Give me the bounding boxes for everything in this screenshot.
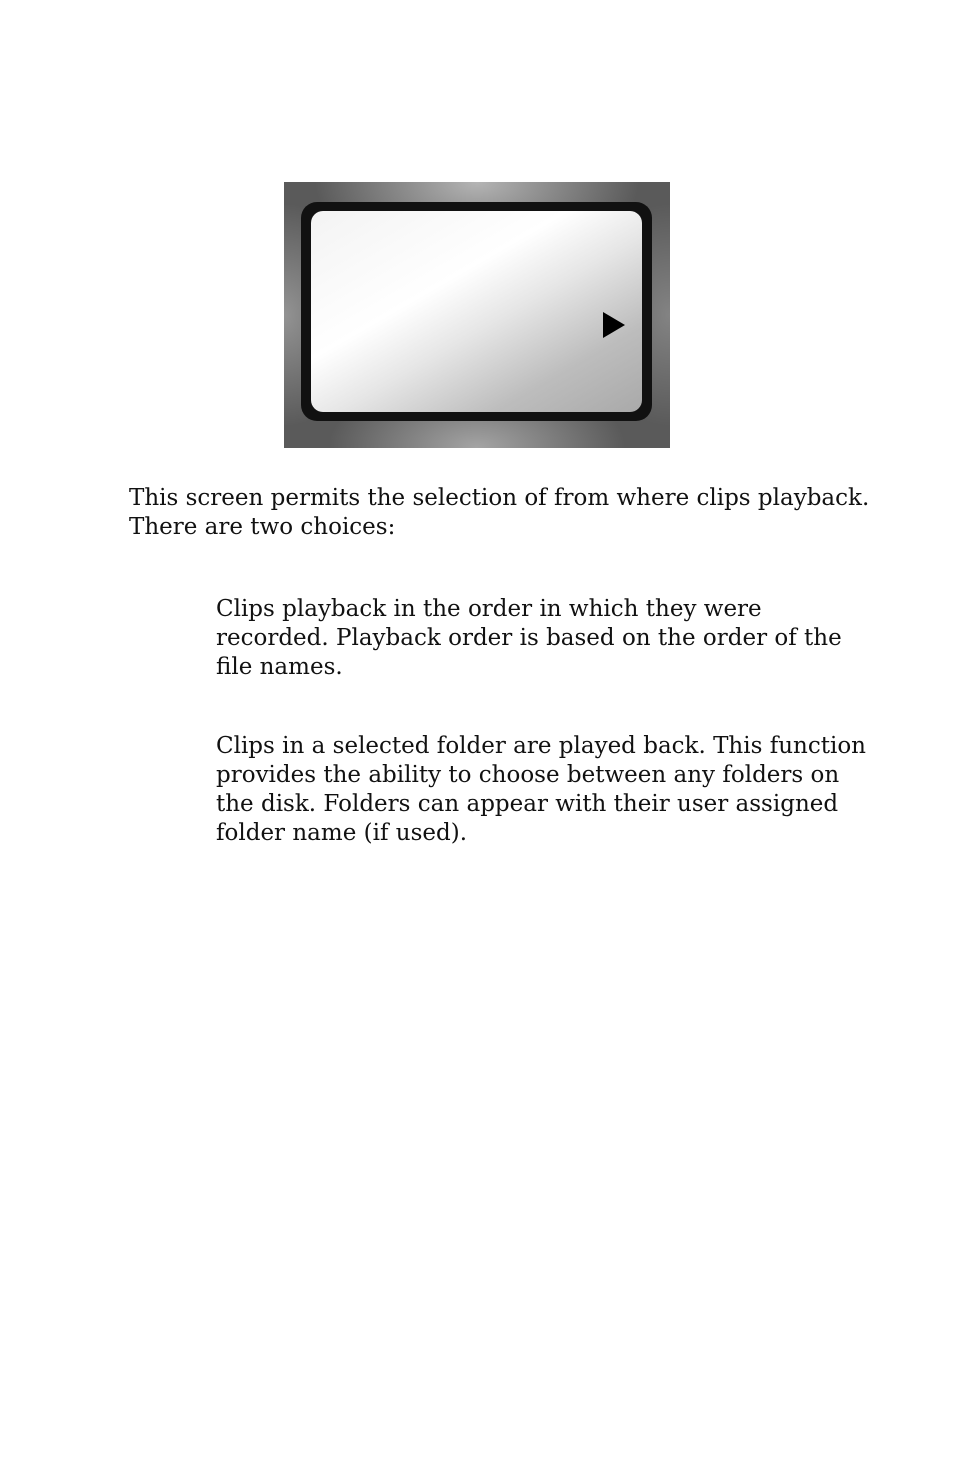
option-description-2 <box>216 732 866 848</box>
intro-line: There are two choices: <box>129 514 396 540</box>
screen-illustration <box>284 182 670 448</box>
intro-line: This screen permits the selection of from where clips playback. <box>129 485 870 511</box>
option-description-1 <box>216 595 842 682</box>
screen-bezel <box>301 202 652 421</box>
intro-paragraph <box>129 484 869 542</box>
option-line: provides the ability to choose between any folders on <box>216 762 840 788</box>
option-line: folder name (if used). <box>216 820 468 846</box>
option-line: the disk. Folders can appear with their user assigned <box>216 791 839 817</box>
option-line: recorded. Playback order is based on the order of the <box>216 625 842 651</box>
play-icon <box>603 312 625 338</box>
option-line: Clips in a selected folder are played back. This function <box>216 733 866 759</box>
option-line: file names. <box>216 654 343 680</box>
option-line: Clips playback in the order in which they were <box>216 596 762 622</box>
screen-display <box>311 211 642 412</box>
